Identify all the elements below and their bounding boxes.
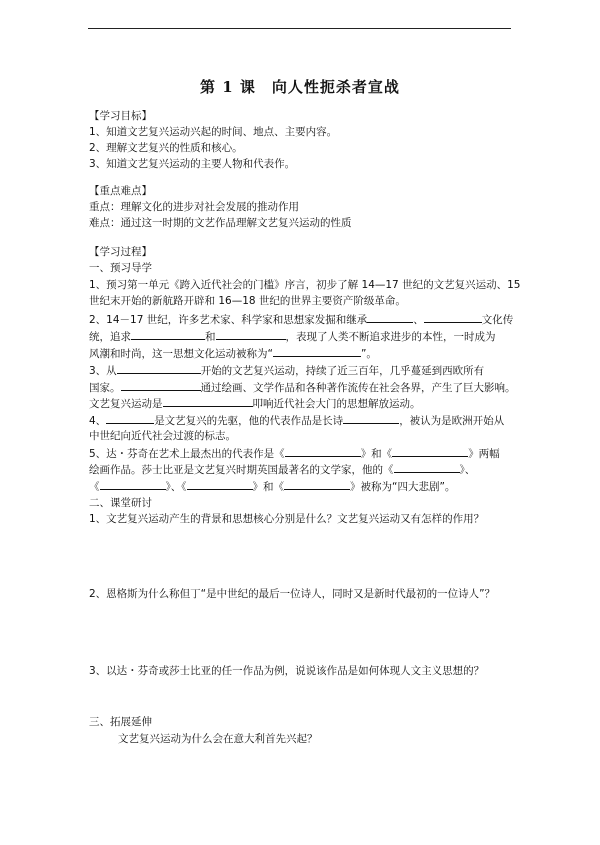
q4-line-2: 中世纪向近代社会过渡的标志。 [89, 430, 236, 442]
answer-blank[interactable] [131, 329, 205, 340]
key-focus: 重点：理解文化的进步对社会发展的推动作用 [89, 201, 299, 213]
goal-item-1: 1、知道文艺复兴运动兴起的时间、地点、主要内容。 [89, 126, 338, 138]
page-title: 第 1 课 向人性扼杀者宣战 [200, 78, 400, 96]
answer-blank[interactable] [121, 380, 201, 391]
q3-text: 3、从 [89, 365, 117, 377]
q3-text: 叩响近代社会大门的思想解放运动。 [252, 398, 421, 410]
extension-question: 文艺复兴运动为什么会在意大利首先兴起？ [118, 733, 318, 745]
q2-text: 和 [205, 331, 216, 343]
answer-blank[interactable] [106, 413, 154, 424]
q3-text: 国家。 [89, 382, 121, 394]
section-3-heading: 三、拓展延伸 [89, 716, 152, 728]
answer-blank[interactable] [163, 396, 253, 407]
q3-text: 开始的文艺复兴运动，持续了近三百年，几乎蔓延到西欧所有 [200, 365, 485, 377]
q5-text: 》、《 [165, 481, 187, 493]
section-2-heading: 二、课堂研讨 [89, 497, 152, 509]
q2-text: ，表现了人类不断追求进步的本性，一时成为 [285, 331, 496, 343]
answer-blank[interactable] [187, 479, 253, 490]
q2-line-3 [89, 346, 377, 361]
key-heading: 【重点难点】 [89, 185, 152, 197]
key-difficulty: 难点：通过这一时期的文艺作品理解文艺复兴运动的性质 [89, 217, 352, 229]
q4-text: ，被认为是欧洲开始从 [399, 415, 505, 427]
q2-line-1 [89, 312, 513, 327]
answer-blank[interactable] [117, 363, 201, 374]
q5-text: 》被称为“四大悲剧”。 [350, 481, 456, 493]
discussion-q1: 1、文艺复兴运动产生的背景和思想核心分别是什么？文艺复兴运动又有怎样的作用？ [89, 513, 485, 525]
answer-blank[interactable] [392, 446, 468, 457]
q5-line-2 [89, 462, 475, 477]
discussion-q2: 2、恩格斯为什么称但丁“是中世纪的最后一位诗人，同时又是新时代最初的一位诗人”？ [89, 588, 496, 600]
answer-blank[interactable] [394, 462, 460, 473]
q5-text: 》和《 [252, 481, 284, 493]
q3-line-1 [89, 363, 484, 378]
q4-text: 4、 [89, 415, 107, 427]
q5-text: 5、达・芬奇在艺术上最杰出的代表作是《 [89, 448, 285, 460]
header-rule [88, 28, 511, 29]
goal-item-2: 2、理解文艺复兴的性质和核心。 [89, 142, 243, 154]
q3-line-3 [89, 396, 421, 411]
q5-text: 绘画作品。莎士比亚是文艺复兴时期英国最著名的文学家，他的《 [89, 464, 394, 476]
answer-blank[interactable] [367, 312, 413, 323]
q5-line-3 [89, 479, 455, 494]
goal-item-3: 3、知道文艺复兴运动的主要人物和代表作。 [89, 158, 296, 170]
q5-text: 》两幅 [468, 448, 500, 460]
q1-line-1: 1、预习第一单元《跨入近代社会的门槛》序言，初步了解 14—17 世纪的文艺复兴运动、15 [89, 279, 521, 291]
q3-line-2 [89, 380, 516, 395]
q5-text: 《 [89, 481, 100, 493]
answer-blank[interactable] [343, 413, 399, 424]
q2-text: 文化传 [481, 314, 514, 326]
q5-text: 》、 [459, 464, 476, 476]
answer-blank[interactable] [273, 346, 361, 357]
q1-line-2: 世纪末开始的新航路开辟和 16—18 世纪的世界主要资产阶级革命。 [89, 295, 406, 307]
q2-text: 统，追求 [89, 331, 131, 343]
q2-line-2 [89, 329, 496, 344]
q5-text: 》和《 [360, 448, 393, 460]
q2-text: 、 [413, 314, 424, 326]
goals-heading: 【学习目标】 [89, 110, 152, 122]
answer-blank[interactable] [284, 479, 350, 490]
q2-text: 风潮和时尚，这一思想文化运动被称为“ [89, 348, 273, 360]
answer-blank[interactable] [100, 479, 166, 490]
q2-text: 2、14－17 世纪，许多艺术家、科学家和思想家发掘和继承 [89, 314, 368, 326]
answer-blank[interactable] [424, 312, 482, 323]
section-1-heading: 一、预习导学 [89, 262, 152, 274]
answer-blank[interactable] [216, 329, 286, 340]
q3-text: 通过绘画、文学作品和各种著作流传在社会各界，产生了巨大影响。 [200, 382, 516, 394]
q2-text: ”。 [360, 348, 377, 360]
q4-line-1 [89, 413, 504, 428]
answer-blank[interactable] [285, 446, 361, 457]
q5-line-1 [89, 446, 500, 461]
process-heading: 【学习过程】 [89, 246, 152, 258]
q4-text: 是文艺复兴的先驱，他的代表作品是长诗 [154, 415, 344, 427]
q3-text: 文艺复兴运动是 [89, 398, 163, 410]
discussion-q3: 3、以达・芬奇或莎士比亚的任一作品为例，说说该作品是如何体现人文主义思想的？ [89, 665, 485, 677]
